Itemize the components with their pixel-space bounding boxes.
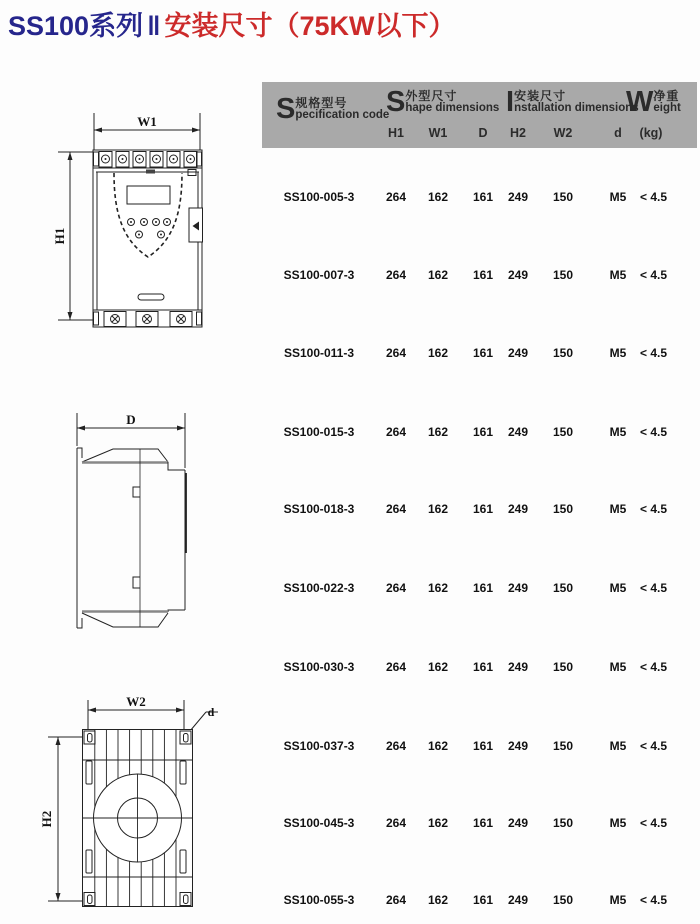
table-row bbox=[262, 422, 697, 442]
spec-code-cell: SS100-005-3 bbox=[283, 190, 355, 204]
h1-cell: 264 bbox=[385, 581, 407, 595]
spec-initial: S bbox=[276, 93, 296, 125]
spec-en: pecification code bbox=[295, 109, 390, 121]
weight-initial: W bbox=[626, 86, 654, 118]
w2-cell: 150 bbox=[552, 581, 574, 595]
back-view-drawing bbox=[30, 695, 225, 923]
subheader-h2: H2 bbox=[510, 126, 526, 140]
w1-cell: 162 bbox=[427, 346, 449, 360]
table-row bbox=[262, 343, 697, 363]
w1-cell: 162 bbox=[427, 581, 449, 595]
subheader-d-small: d bbox=[614, 126, 622, 140]
w2-cell: 150 bbox=[552, 190, 574, 204]
screw-cell: M5 bbox=[609, 346, 627, 360]
w2-cell: 150 bbox=[552, 739, 574, 753]
table-row bbox=[262, 890, 697, 910]
spec-code-cell: SS100-022-3 bbox=[283, 581, 355, 595]
d-cell: 161 bbox=[472, 268, 494, 282]
d-cell: 161 bbox=[472, 502, 494, 516]
shape-zh: 外型尺寸 bbox=[405, 89, 458, 103]
h1-cell: 264 bbox=[385, 502, 407, 516]
w1-cell: 162 bbox=[427, 893, 449, 907]
table-row bbox=[262, 187, 697, 207]
d-cell: 161 bbox=[472, 816, 494, 830]
table-row bbox=[262, 499, 697, 519]
w2-cell: 150 bbox=[552, 346, 574, 360]
weight-cell: < 4.5 bbox=[640, 893, 668, 907]
screw-cell: M5 bbox=[609, 581, 627, 595]
page-title bbox=[8, 4, 456, 43]
side-view-drawing bbox=[40, 405, 220, 640]
w2-cell: 150 bbox=[552, 268, 574, 282]
subheader-w2: W2 bbox=[553, 126, 573, 140]
spec-code-cell: SS100-007-3 bbox=[283, 268, 355, 282]
spec-table-body bbox=[262, 82, 697, 924]
screw-cell: M5 bbox=[609, 190, 627, 204]
w1-cell: 162 bbox=[427, 816, 449, 830]
spec-code-cell: SS100-030-3 bbox=[283, 660, 355, 674]
table-row bbox=[262, 657, 697, 677]
weight-cell: < 4.5 bbox=[640, 190, 668, 204]
w1-cell: 162 bbox=[427, 268, 449, 282]
screw-cell: M5 bbox=[609, 816, 627, 830]
h1-cell: 264 bbox=[385, 268, 407, 282]
subheader-w1: W1 bbox=[428, 126, 448, 140]
install-en: nstallation dimensions bbox=[514, 102, 639, 114]
screw-cell: M5 bbox=[609, 660, 627, 674]
weight-zh: 净重 bbox=[653, 89, 680, 103]
h1-cell: 264 bbox=[385, 816, 407, 830]
h1-cell: 264 bbox=[385, 190, 407, 204]
weight-cell: < 4.5 bbox=[640, 581, 668, 595]
spec-code-cell: SS100-045-3 bbox=[283, 816, 355, 830]
subheader-d: D bbox=[478, 126, 488, 140]
subheader-kg: (kg) bbox=[639, 126, 663, 140]
h1-cell: 264 bbox=[385, 739, 407, 753]
w1-cell: 162 bbox=[427, 190, 449, 204]
h2-cell: 249 bbox=[507, 660, 529, 674]
weight-cell: < 4.5 bbox=[640, 739, 668, 753]
table-row bbox=[262, 265, 697, 285]
d-cell: 161 bbox=[472, 581, 494, 595]
screw-cell: M5 bbox=[609, 268, 627, 282]
weight-cell: < 4.5 bbox=[640, 660, 668, 674]
screw-cell: M5 bbox=[609, 739, 627, 753]
spec-zh: 规格型号 bbox=[295, 96, 348, 110]
back-width-dim-label: W2 bbox=[126, 695, 146, 709]
install-initial: I bbox=[506, 86, 515, 118]
h2-cell: 249 bbox=[507, 502, 529, 516]
screw-cell: M5 bbox=[609, 893, 627, 907]
title-subtitle: 安装尺寸（75KW以下） bbox=[164, 11, 456, 41]
front-height-dim-label: H1 bbox=[52, 227, 67, 245]
d-cell: 161 bbox=[472, 893, 494, 907]
weight-cell: < 4.5 bbox=[640, 502, 668, 516]
h2-cell: 249 bbox=[507, 346, 529, 360]
d-cell: 161 bbox=[472, 739, 494, 753]
screw-cell: M5 bbox=[609, 502, 627, 516]
w2-cell: 150 bbox=[552, 816, 574, 830]
mount-hole-dim-label: d bbox=[207, 705, 215, 719]
h2-cell: 249 bbox=[507, 739, 529, 753]
shape-initial: S bbox=[386, 86, 406, 118]
h2-cell: 249 bbox=[507, 268, 529, 282]
w2-cell: 150 bbox=[552, 660, 574, 674]
spec-code-cell: SS100-037-3 bbox=[283, 739, 355, 753]
title-separator: ‖ bbox=[147, 11, 161, 41]
h2-cell: 249 bbox=[507, 816, 529, 830]
install-zh: 安装尺寸 bbox=[514, 89, 567, 103]
h1-cell: 264 bbox=[385, 660, 407, 674]
w2-cell: 150 bbox=[552, 502, 574, 516]
weight-cell: < 4.5 bbox=[640, 346, 668, 360]
front-width-dim-label: W1 bbox=[137, 114, 157, 129]
weight-cell: < 4.5 bbox=[640, 425, 668, 439]
h1-cell: 264 bbox=[385, 425, 407, 439]
h2-cell: 249 bbox=[507, 190, 529, 204]
side-depth-dim-label: D bbox=[126, 412, 136, 427]
spec-code-cell: SS100-018-3 bbox=[283, 502, 355, 516]
d-cell: 161 bbox=[472, 190, 494, 204]
weight-cell: < 4.5 bbox=[640, 268, 668, 282]
h1-cell: 264 bbox=[385, 893, 407, 907]
subheader-h1: H1 bbox=[388, 126, 404, 140]
spec-code-cell: SS100-015-3 bbox=[283, 425, 355, 439]
table-row bbox=[262, 578, 697, 598]
w1-cell: 162 bbox=[427, 425, 449, 439]
d-cell: 161 bbox=[472, 346, 494, 360]
h2-cell: 249 bbox=[507, 581, 529, 595]
w2-cell: 150 bbox=[552, 893, 574, 907]
d-cell: 161 bbox=[472, 425, 494, 439]
h2-cell: 249 bbox=[507, 425, 529, 439]
w1-cell: 162 bbox=[427, 502, 449, 516]
w1-cell: 162 bbox=[427, 739, 449, 753]
table-row bbox=[262, 813, 697, 833]
table-row bbox=[262, 736, 697, 756]
h2-cell: 249 bbox=[507, 893, 529, 907]
shape-en: hape dimensions bbox=[405, 102, 500, 114]
front-view-drawing bbox=[40, 105, 220, 345]
spec-code-cell: SS100-055-3 bbox=[283, 893, 355, 907]
w2-cell: 150 bbox=[552, 425, 574, 439]
title-series: SS100系列 bbox=[8, 11, 144, 41]
back-height-dim-label: H2 bbox=[39, 810, 54, 828]
weight-cell: < 4.5 bbox=[640, 816, 668, 830]
screw-cell: M5 bbox=[609, 425, 627, 439]
weight-en: eight bbox=[653, 102, 681, 114]
d-cell: 161 bbox=[472, 660, 494, 674]
h1-cell: 264 bbox=[385, 346, 407, 360]
spec-code-cell: SS100-011-3 bbox=[283, 346, 355, 360]
w1-cell: 162 bbox=[427, 660, 449, 674]
